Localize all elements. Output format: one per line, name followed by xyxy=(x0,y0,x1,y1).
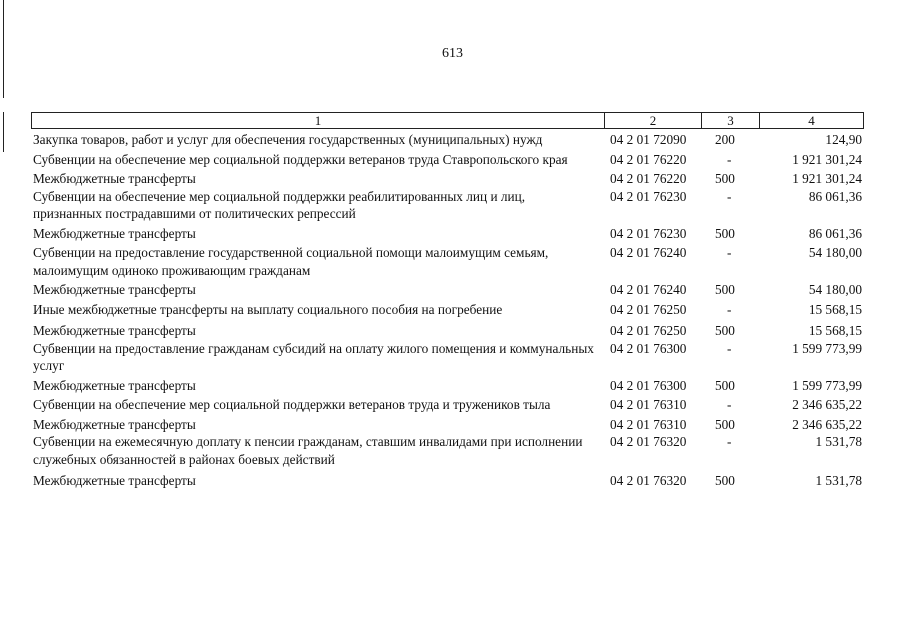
table-row xyxy=(31,281,864,299)
row-name: Иные межбюджетные трансферты на выплату социального пособия на погребение xyxy=(33,301,503,317)
row-code: 04 2 01 76220 xyxy=(610,151,687,167)
row-name: Межбюджетные трансферты xyxy=(33,416,196,432)
row-code: 04 2 01 76300 xyxy=(610,340,687,356)
header-col-3: 3 xyxy=(702,113,760,128)
table-row xyxy=(31,170,864,188)
row-type: 500 xyxy=(715,473,735,488)
table-body xyxy=(31,131,864,490)
row-amount: 2 346 635,22 xyxy=(792,397,862,412)
row-code: 04 2 01 76310 xyxy=(610,397,687,412)
page-number: 613 xyxy=(442,46,463,61)
row-name: Закупка товаров, работ и услуг для обеспечения государственных (муниципальных) нужд xyxy=(33,132,543,147)
row-amount: 1 921 301,24 xyxy=(792,171,862,186)
table-row xyxy=(31,340,864,375)
table-row xyxy=(31,188,864,223)
row-code: 04 2 01 76230 xyxy=(610,188,687,204)
row-amount: 54 180,00 xyxy=(808,245,862,260)
table-row xyxy=(31,472,864,490)
row-code: 04 2 01 76230 xyxy=(610,225,687,241)
row-amount: 1 599 773,99 xyxy=(792,377,862,393)
row-type: - xyxy=(727,188,732,204)
row-type: 200 xyxy=(715,132,735,147)
row-amount: 1 531,78 xyxy=(815,434,862,449)
row-code: 04 2 01 76320 xyxy=(610,434,687,449)
row-type: - xyxy=(727,151,732,167)
row-amount: 1 531,78 xyxy=(815,473,862,488)
row-amount: 86 061,36 xyxy=(808,188,862,204)
row-code: 04 2 01 76240 xyxy=(610,245,687,260)
row-name: Субвенции на предоставление государственной социальной помощи малоимущим семьям, малоимущим одиноко проживающим гражданам xyxy=(33,245,549,278)
row-amount: 86 061,36 xyxy=(808,225,862,241)
table-row xyxy=(31,151,864,169)
table-row xyxy=(31,301,864,319)
row-type: 500 xyxy=(715,377,735,393)
scan-margin-line-bottom xyxy=(3,112,4,152)
row-name: Субвенции на обеспечение мер социальной поддержки ветеранов труда и тружеников тыла xyxy=(33,397,551,412)
row-amount: 2 346 635,22 xyxy=(792,416,862,432)
row-code: 04 2 01 76250 xyxy=(610,323,687,338)
row-amount: 124,90 xyxy=(825,132,862,147)
row-type: - xyxy=(727,397,732,412)
row-name: Межбюджетные трансферты xyxy=(33,282,196,297)
table-row xyxy=(31,396,864,414)
table-row xyxy=(31,322,864,340)
row-name: Субвенции на обеспечение мер социальной поддержки реабилитированных лиц и лиц, признанных пострадавшими от политических репрессий xyxy=(33,188,526,221)
table-header xyxy=(31,112,864,129)
table-row xyxy=(31,244,864,279)
table-row xyxy=(31,225,864,243)
row-amount: 1 599 773,99 xyxy=(792,340,862,356)
row-code: 04 2 01 76310 xyxy=(610,416,687,432)
row-amount: 15 568,15 xyxy=(808,301,862,317)
row-name: Субвенции на предоставление гражданам субсидий на оплату жилого помещения и коммунальных услуг xyxy=(33,340,594,373)
row-type: - xyxy=(727,245,732,260)
row-code: 04 2 01 76320 xyxy=(610,473,687,488)
row-name: Межбюджетные трансферты xyxy=(33,323,196,338)
header-col-1: 1 xyxy=(32,113,605,128)
table-row xyxy=(31,377,864,395)
row-type: 500 xyxy=(715,282,735,297)
row-name: Субвенции на ежемесячную доплату к пенсии гражданам, ставшим инвалидами при исполнении служебных обязанностей в районах боевых действий xyxy=(33,434,583,467)
row-type: - xyxy=(727,340,732,356)
row-code: 04 2 01 76240 xyxy=(610,282,687,297)
row-amount: 15 568,15 xyxy=(808,323,862,338)
table-row xyxy=(31,131,864,149)
table-row xyxy=(31,433,864,468)
row-code: 04 2 01 76250 xyxy=(610,301,687,317)
row-amount: 1 921 301,24 xyxy=(792,151,862,167)
header-col-4: 4 xyxy=(808,113,815,128)
row-name: Межбюджетные трансферты xyxy=(33,473,196,488)
row-name: Субвенции на обеспечение мер социальной поддержки ветеранов труда Ставропольского края xyxy=(33,151,568,167)
row-name: Межбюджетные трансферты xyxy=(33,171,196,186)
row-code: 04 2 01 72090 xyxy=(610,132,687,147)
header-col-2: 2 xyxy=(605,113,702,128)
row-amount: 54 180,00 xyxy=(808,282,862,297)
row-type: 500 xyxy=(715,323,735,338)
table-row xyxy=(31,416,864,434)
row-type: 500 xyxy=(715,416,735,432)
row-type: - xyxy=(727,434,732,449)
row-type: 500 xyxy=(715,171,735,186)
row-name: Межбюджетные трансферты xyxy=(33,377,196,393)
row-type: 500 xyxy=(715,225,735,241)
row-name: Межбюджетные трансферты xyxy=(33,225,196,241)
row-type: - xyxy=(727,301,732,317)
row-code: 04 2 01 76300 xyxy=(610,377,687,393)
row-code: 04 2 01 76220 xyxy=(610,171,687,186)
